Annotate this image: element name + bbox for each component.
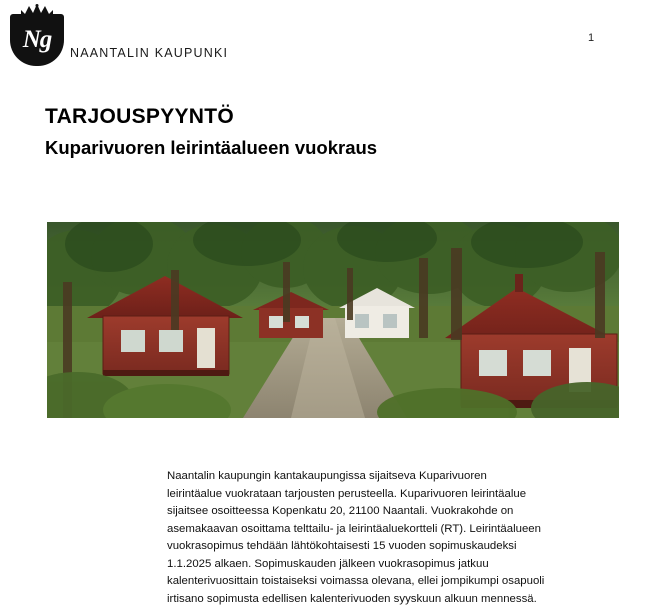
city-logo — [10, 4, 64, 66]
body-text — [167, 468, 545, 609]
page-number: 1 — [588, 32, 595, 44]
page-title: TARJOUSPYYNTÖ — [45, 105, 235, 128]
organization-name: NAANTALIN KAUPUNKI — [70, 46, 229, 60]
document-header — [0, 0, 666, 80]
logo-monogram: Ng — [22, 26, 52, 53]
page-subtitle: Kuparivuoren leirintäalueen vuokraus — [45, 137, 378, 159]
campsite-photo-illustration — [47, 222, 619, 418]
title-block — [45, 104, 605, 160]
hero-photo — [47, 222, 619, 418]
intro-paragraph: Naantalin kaupungin kantakaupungissa sijaitseva Kuparivuoren leirintäalue vuokrataan tarjousten perusteella. Kuparivuoren leirintäalue sijaitsee osoitteessa Kopenkatu 20, 21100 Naantali. Vuokrakohde on asemakaavan osoittama telttailu- ja leirintäaluekortteli (RT). Leirintäalueen vuokrasopimus tehdään lähtökohtaisesti 15 vuoden sopimuskaudeksi 1.1.2025 alkaen. Sopimuskauden jälkeen vuokrasopimus jatkuu kalenterivuosittain toistaiseksi voimassa olevana, ellei jompikumpi osapuoli irtisano sopimusta edellisen kalenterivuoden syyskuun alkuun mennessä. — [167, 470, 545, 605]
